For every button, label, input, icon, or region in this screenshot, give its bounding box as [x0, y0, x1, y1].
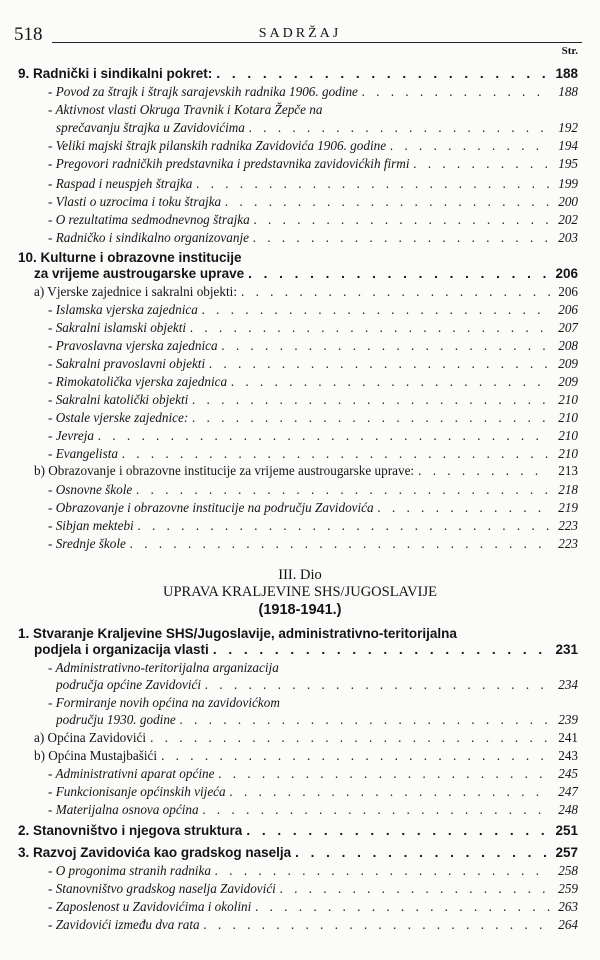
part-years: (1918-1941.)	[258, 602, 342, 618]
toc-item: - Jevreja . . . 210	[18, 428, 578, 444]
toc-item-line1: - Administrativno-teritorijalna arganizacija	[48, 660, 279, 675]
toc-item: - Obrazovanje i obrazovne institucije na području Zavidovića . . . 219	[18, 500, 578, 516]
toc-chapter-1-line1: 1. Stvaranje Kraljevine SHS/Jugoslavije, administrativno-teritorijalna	[18, 626, 457, 641]
running-title: SADRŽAJ	[258, 26, 342, 41]
toc-item: - Materijalna osnova općina . . . 248	[18, 802, 578, 818]
toc-item: - Stanovništvo gradskog naselja Zavidovići . . . 259	[18, 881, 578, 897]
toc-item: - Veliki majski štrajk pilanskih radnika Zavidovića 1906. godine . . . 194	[18, 138, 578, 154]
toc-item: - Srednje škole . . . 223	[18, 536, 578, 552]
toc-item: - Zavidovići između dva rata . . . 264	[18, 917, 578, 933]
toc-item: sprečavanju štrajka u Zavidovićima . . . 192	[18, 120, 578, 136]
page-number: 518	[14, 24, 43, 45]
toc-section-9: 9. Radnički i sindikalni pokret: . . . 188	[18, 66, 578, 82]
toc-item-line1: - Aktivnost vlasti Okruga Travnik i Kotara Žepče na	[48, 102, 323, 117]
toc-item: - Ostale vjerske zajednice: . . . 210	[18, 410, 578, 426]
toc-item: - Sakralni pravoslavni objekti . . . 209	[18, 356, 578, 372]
toc-chapter-3: 3. Razvoj Zavidovića kao gradskog naselja . . . 257	[18, 845, 578, 861]
toc-item: - Sakralni katolički objekti . . . 210	[18, 392, 578, 408]
toc-section-10: za vrijeme austrougarske uprave . . . 206	[18, 266, 578, 282]
toc-item: - O progonima stranih radnika . . . 258	[18, 863, 578, 879]
toc-item: područja općine Zavidovići . . . 234	[18, 677, 578, 693]
toc-item: području 1930. godine . . . 239	[18, 712, 578, 728]
part-title: UPRAVA KRALJEVINE SHS/JUGOSLAVIJE	[163, 584, 437, 600]
toc-item: - Pravoslavna vjerska zajednica . . . 208	[18, 338, 578, 354]
toc-item: - Islamska vjerska zajednica . . . 206	[18, 302, 578, 318]
toc-item: - O rezultatima sedmodnevnog štrajka . . . 202	[18, 212, 578, 228]
page-column-label: Str.	[561, 45, 578, 57]
part-label: III. Dio	[278, 567, 322, 583]
toc-item: - Pregovori radničkih predstavnika i predstavnika zavidovićkih firmi . . . 195	[18, 156, 578, 172]
toc-item: - Funkcionisanje općinskih vijeća . . . 247	[18, 784, 578, 800]
toc-subsection-a: a) Općina Zavidovići . . . 241	[18, 730, 578, 746]
toc-item: - Evangelista . . . 210	[18, 446, 578, 462]
toc-item: - Sakralni islamski objekti . . . 207	[18, 320, 578, 336]
toc-item: - Radničko i sindikalno organizovanje . . . 203	[18, 230, 578, 246]
toc-item: - Zaposlenost u Zavidovićima i okolini . . . 263	[18, 899, 578, 915]
toc-chapter-1: podjela i organizacija vlasti . . . 231	[18, 642, 578, 658]
toc-item: - Rimokatolička vjerska zajednica . . . 209	[18, 374, 578, 390]
toc-item: - Administrativni aparat općine . . . 245	[18, 766, 578, 782]
toc-item: - Raspad i neuspjeh štrajka . . . 199	[18, 176, 578, 192]
toc-item: - Vlasti o uzrocima i toku štrajka . . . 200	[18, 194, 578, 210]
toc-subsection-b: b) Općina Mustajbašići . . . 243	[18, 748, 578, 764]
header-rule	[52, 42, 582, 43]
toc-chapter-2: 2. Stanovništvo i njegova struktura . . . 251	[18, 823, 578, 839]
toc-item: - Sibjan mektebi . . . 223	[18, 518, 578, 534]
toc-item: - Povod za štrajk i štrajk sarajevskih radnika 1906. godine . . . 188	[18, 84, 578, 100]
toc-item: - Osnovne škole . . . 218	[18, 482, 578, 498]
toc-item-line1: - Formiranje novih općina na zavidovićkom	[48, 695, 280, 710]
toc-subsection-b: b) Obrazovanje i obrazovne institucije za vrijeme austrougarske uprave: . . . 213	[18, 463, 578, 479]
toc-subsection-a: a) Vjerske zajednice i sakralni objekti: . . . 206	[18, 284, 578, 300]
toc-section-10-line1: 10. Kulturne i obrazovne institucije	[18, 250, 242, 265]
